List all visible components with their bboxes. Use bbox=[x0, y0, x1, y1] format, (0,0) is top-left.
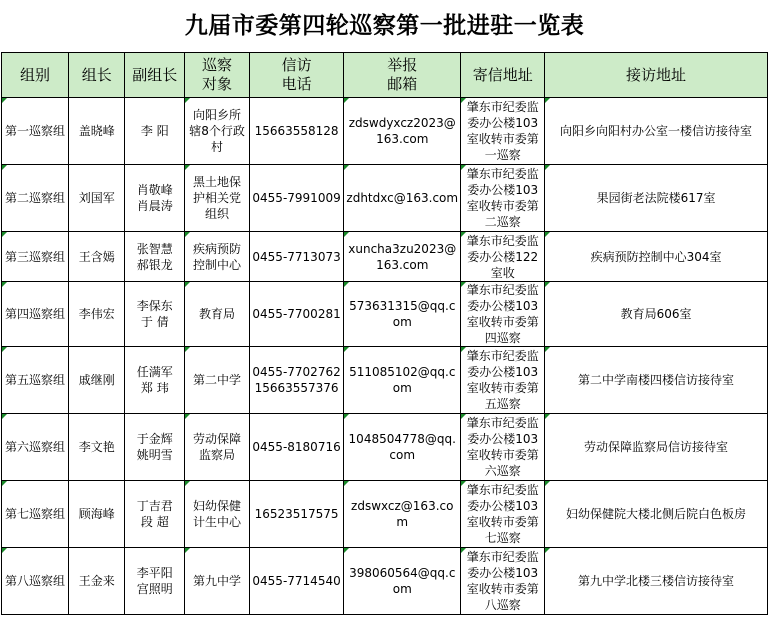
visit-address-cell: 疾病预防控制中心304室 bbox=[545, 232, 768, 282]
email-cell: 398060564@qq.com bbox=[344, 548, 461, 615]
table-row bbox=[2, 165, 768, 232]
visit-address-cell: 第九中学北楼三楼信访接待室 bbox=[545, 548, 768, 615]
header-target: 巡察 对象 bbox=[185, 53, 250, 98]
header-deputy: 副组长 bbox=[125, 53, 185, 98]
target-cell: 第二中学 bbox=[185, 347, 250, 414]
leader-cell: 顾海峰 bbox=[68, 481, 125, 548]
table-row bbox=[2, 481, 768, 548]
group-cell: 第三巡察组 bbox=[2, 232, 69, 282]
phone-cell: 0455-7700281 bbox=[249, 282, 343, 347]
header-phone: 信访 电话 bbox=[249, 53, 343, 98]
deputy-cell: 李 阳 bbox=[125, 98, 185, 165]
mail-address-cell: 肇东市纪委监委办公楼103室收转市委第五巡察 bbox=[461, 347, 545, 414]
target-cell: 黑土地保护相关党组织 bbox=[185, 165, 250, 232]
phone-cell: 15663558128 bbox=[249, 98, 343, 165]
visit-address-cell: 向阳乡向阳村办公室一楼信访接待室 bbox=[545, 98, 768, 165]
leader-cell: 王含嫣 bbox=[68, 232, 125, 282]
leader-cell: 戚继刚 bbox=[68, 347, 125, 414]
mail-address-cell: 肇东市纪委监委办公楼103室收转市委第一巡察 bbox=[461, 98, 545, 165]
table-row bbox=[2, 548, 768, 615]
target-cell: 疾病预防控制中心 bbox=[185, 232, 250, 282]
table-row bbox=[2, 282, 768, 347]
leader-cell: 王金来 bbox=[68, 548, 125, 615]
target-cell: 向阳乡所辖8个行政村 bbox=[185, 98, 250, 165]
group-cell: 第八巡察组 bbox=[2, 548, 69, 615]
mail-address-cell: 肇东市纪委监委办公楼122室收 bbox=[461, 232, 545, 282]
page-title: 九届市委第四轮巡察第一批进驻一览表 bbox=[184, 12, 585, 39]
deputy-cell: 任满军 郑 玮 bbox=[125, 347, 185, 414]
target-cell: 第九中学 bbox=[185, 548, 250, 615]
visit-address-cell: 教育局606室 bbox=[545, 282, 768, 347]
table-row bbox=[2, 414, 768, 481]
deputy-cell: 张智慧 郝银龙 bbox=[125, 232, 185, 282]
header-leader: 组长 bbox=[68, 53, 125, 98]
phone-cell: 16523517575 bbox=[249, 481, 343, 548]
header-mail-address: 寄信地址 bbox=[461, 53, 545, 98]
deputy-cell: 李平阳 宫照明 bbox=[125, 548, 185, 615]
deputy-cell: 丁吉君 段 超 bbox=[125, 481, 185, 548]
table-row bbox=[2, 347, 768, 414]
group-cell: 第五巡察组 bbox=[2, 347, 69, 414]
visit-address-cell: 第二中学南楼四楼信访接待室 bbox=[545, 347, 768, 414]
visit-address-cell: 果园街老法院楼617室 bbox=[545, 165, 768, 232]
group-cell: 第二巡察组 bbox=[2, 165, 69, 232]
deputy-cell: 李保东 于 倩 bbox=[125, 282, 185, 347]
email-cell: 1048504778@qq.com bbox=[344, 414, 461, 481]
group-cell: 第四巡察组 bbox=[2, 282, 69, 347]
header-row bbox=[2, 53, 768, 98]
email-cell: zdhtdxc@163.com bbox=[344, 165, 461, 232]
deputy-cell: 肖敬峰 肖晨涛 bbox=[125, 165, 185, 232]
target-cell: 妇幼保健计生中心 bbox=[185, 481, 250, 548]
leader-cell: 李文艳 bbox=[68, 414, 125, 481]
deputy-cell: 于金辉 姚明雪 bbox=[125, 414, 185, 481]
table-row bbox=[2, 98, 768, 165]
table-row bbox=[2, 232, 768, 282]
phone-cell: 0455-7991009 bbox=[249, 165, 343, 232]
leader-cell: 盖晓峰 bbox=[68, 98, 125, 165]
group-cell: 第一巡察组 bbox=[2, 98, 69, 165]
leader-cell: 刘国军 bbox=[68, 165, 125, 232]
mail-address-cell: 肇东市纪委监委办公楼103室收转市委第七巡察 bbox=[461, 481, 545, 548]
visit-address-cell: 劳动保障监察局信访接待室 bbox=[545, 414, 768, 481]
leader-cell: 李伟宏 bbox=[68, 282, 125, 347]
visit-address-cell: 妇幼保健院大楼北侧后院白色板房 bbox=[545, 481, 768, 548]
mail-address-cell: 肇东市纪委监委办公楼103室收转市委第八巡察 bbox=[461, 548, 545, 615]
inspection-table bbox=[1, 52, 768, 615]
header-email: 举报 邮箱 bbox=[344, 53, 461, 98]
email-cell: zdswdyxcz2023@163.com bbox=[344, 98, 461, 165]
group-cell: 第六巡察组 bbox=[2, 414, 69, 481]
header-group: 组别 bbox=[2, 53, 69, 98]
phone-cell: 0455-7702762 15663557376 bbox=[249, 347, 343, 414]
target-cell: 教育局 bbox=[185, 282, 250, 347]
mail-address-cell: 肇东市纪委监委办公楼103室收转市委第二巡察 bbox=[461, 165, 545, 232]
email-cell: 573631315@qq.com bbox=[344, 282, 461, 347]
email-cell: xuncha3zu2023@163.com bbox=[344, 232, 461, 282]
email-cell: zdswxcz@163.com bbox=[344, 481, 461, 548]
phone-cell: 0455-8180716 bbox=[249, 414, 343, 481]
header-visit-address: 接访地址 bbox=[545, 53, 768, 98]
target-cell: 劳动保障监察局 bbox=[185, 414, 250, 481]
group-cell: 第七巡察组 bbox=[2, 481, 69, 548]
email-cell: 511085102@qq.com bbox=[344, 347, 461, 414]
mail-address-cell: 肇东市纪委监委办公楼103室收转市委第四巡察 bbox=[461, 282, 545, 347]
mail-address-cell: 肇东市纪委监委办公楼103室收转市委第六巡察 bbox=[461, 414, 545, 481]
phone-cell: 0455-7713073 bbox=[249, 232, 343, 282]
phone-cell: 0455-7714540 bbox=[249, 548, 343, 615]
